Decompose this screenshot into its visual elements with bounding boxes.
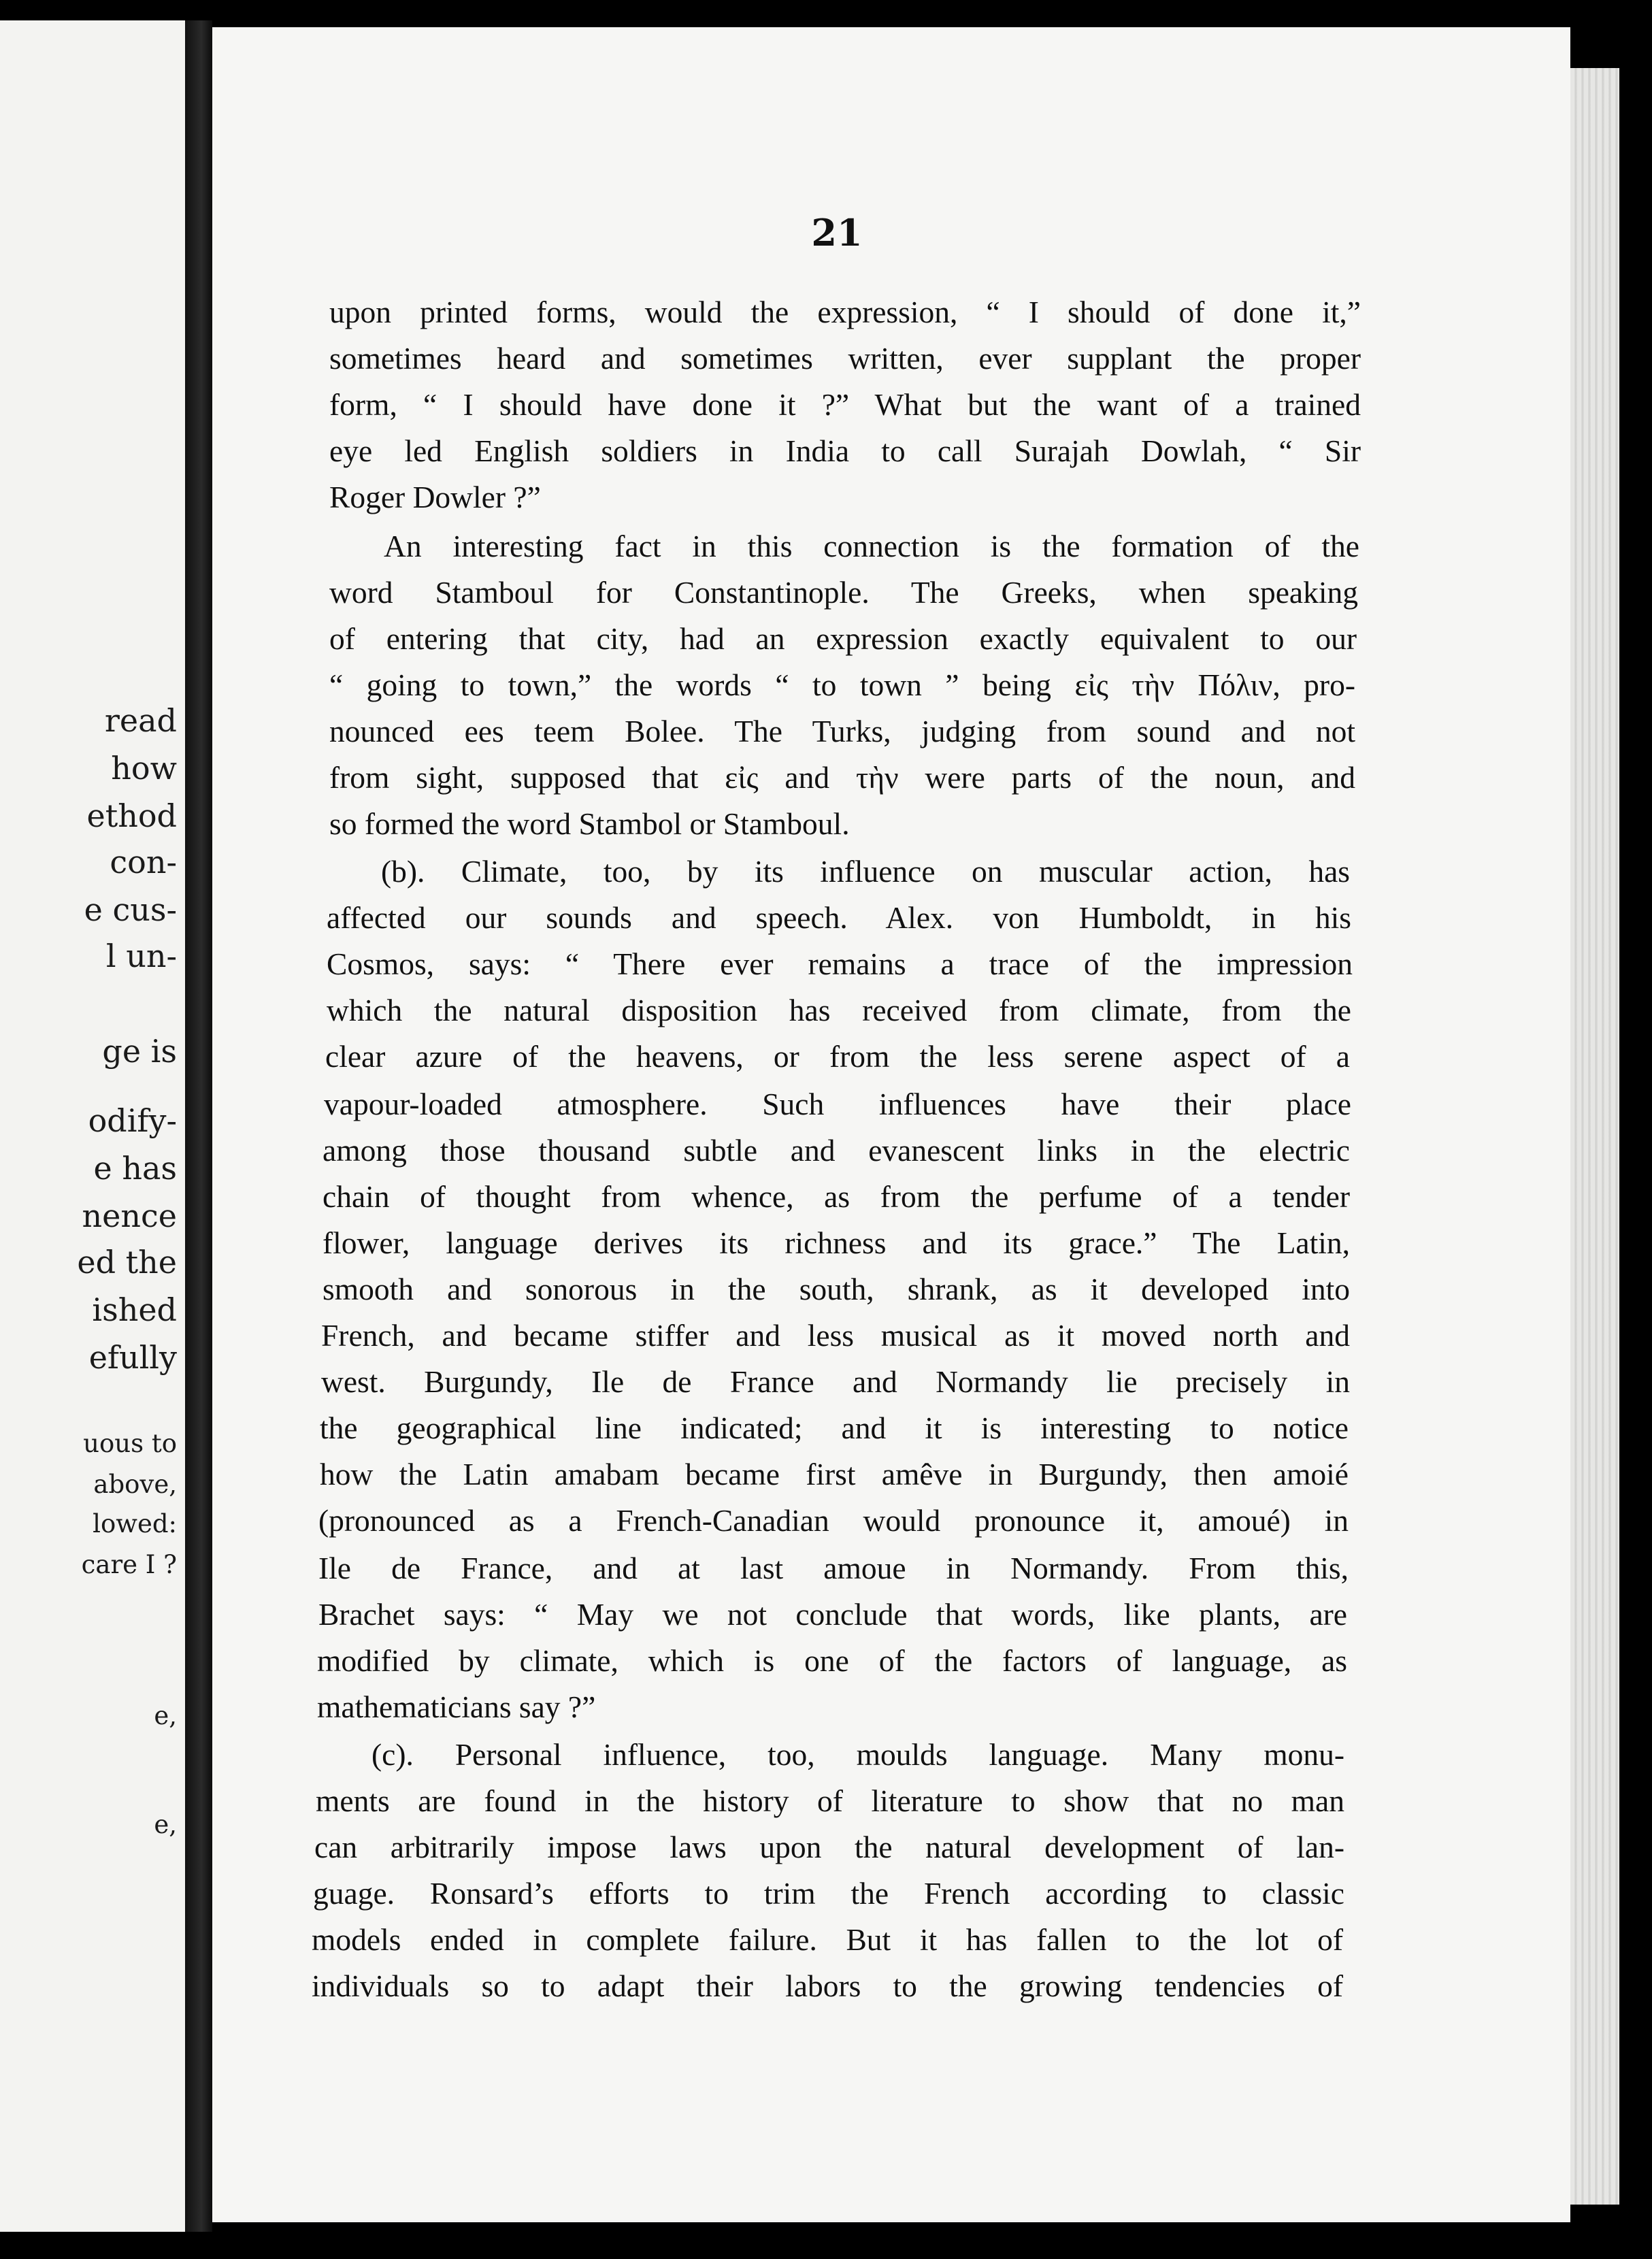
- facing-page: [0, 20, 185, 2232]
- text-line: form, “ I should have done it ?” What but the want of a trained: [329, 387, 1361, 422]
- text-line: Cosmos, says: “ There ever remains a trace of the impression: [327, 946, 1353, 981]
- text-line: clear azure of the heavens, or from the less serene aspect of a: [325, 1039, 1350, 1074]
- text-line: eye led English soldiers in India to call Surajah Dowlah, “ Sir: [329, 433, 1361, 468]
- text-line: mathematicians say ?”: [317, 1689, 596, 1724]
- text-line: how the Latin amabam became first amêve in Burgundy, then amoié: [320, 1457, 1349, 1491]
- text-line: chain of thought from whence, as from the perfume of a tender: [323, 1179, 1350, 1214]
- text-line: upon printed forms, would the expression, “ I should of done it,”: [329, 295, 1361, 329]
- text-line: (pronounced as a French-Canadian would pronounce it, amoué) in: [318, 1503, 1349, 1538]
- text-line: word Stamboul for Constantinople. The Greeks, when speaking: [329, 575, 1358, 610]
- text-line: nounced ees teem Bolee. The Turks, judging from sound and not: [329, 714, 1355, 748]
- text-line: ments are found in the history of literature to show that no man: [316, 1783, 1344, 1818]
- page-number: 21: [811, 211, 863, 254]
- text-line: from sight, supposed that εἰς and τὴν were parts of the noun, and: [329, 760, 1355, 795]
- book-gutter: [185, 20, 212, 2232]
- facing-page-fragment: uous to: [83, 1429, 177, 1458]
- facing-page-fragment: ethod: [86, 797, 177, 834]
- facing-page-fragment: e,: [154, 1810, 177, 1839]
- facing-page-fragment: efully: [88, 1339, 177, 1376]
- text-line: of entering that city, had an expression exactly equivalent to our: [329, 621, 1357, 656]
- page-edges: [1570, 68, 1619, 2205]
- text-line: Ile de France, and at last amoue in Normandy. From this,: [318, 1551, 1349, 1585]
- facing-page-fragment: above,: [93, 1470, 177, 1499]
- text-line: individuals so to adapt their labors to the growing tendencies of: [312, 1968, 1343, 2003]
- facing-page-fragment: lowed:: [93, 1509, 177, 1538]
- facing-page-fragment: ge is: [102, 1033, 177, 1070]
- text-line: sometimes heard and sometimes written, ever supplant the proper: [329, 341, 1361, 376]
- facing-page-fragment: odify-: [88, 1102, 177, 1139]
- text-line: flower, language derives its richness and its grace.” The Latin,: [323, 1225, 1350, 1260]
- facing-page-fragment: e has: [93, 1150, 177, 1187]
- text-line: modified by climate, which is one of the factors of language, as: [317, 1643, 1347, 1678]
- facing-page-fragment: read: [104, 702, 177, 739]
- text-line: so formed the word Stambol or Stamboul.: [329, 806, 850, 841]
- facing-page-fragment: con-: [110, 844, 177, 880]
- text-line: the geographical line indicated; and it is interesting to notice: [320, 1411, 1349, 1445]
- text-line: can arbitrarily impose laws upon the natural development of lan-: [314, 1830, 1344, 1864]
- text-line: which the natural disposition has received from climate, from the: [327, 993, 1351, 1027]
- text-line: models ended in complete failure. But it has fallen to the lot of: [312, 1922, 1343, 1957]
- text-line: among those thousand subtle and evanescent links in the electric: [323, 1133, 1350, 1168]
- text-line: smooth and sonorous in the south, shrank, as it developed into: [323, 1272, 1350, 1306]
- text-line: affected our sounds and speech. Alex. von Humboldt, in his: [327, 900, 1351, 935]
- facing-page-fragment: e cus-: [84, 891, 177, 928]
- text-line: (c). Personal influence, too, moulds language. Many monu-: [371, 1737, 1344, 1772]
- text-line: French, and became stiffer and less musical as it moved north and: [321, 1318, 1350, 1353]
- text-line: An interesting fact in this connection is the formation of the: [384, 529, 1359, 563]
- facing-page-fragment: ished: [92, 1291, 177, 1328]
- text-line: “ going to town,” the words “ to town ” being εἰς τὴν Πόλιν, pro-: [329, 667, 1355, 702]
- facing-page-fragment: ed the: [77, 1244, 177, 1281]
- text-line: Brachet says: “ May we not conclude that words, like plants, are: [318, 1597, 1347, 1632]
- text-line: west. Burgundy, Ile de France and Normandy lie precisely in: [321, 1364, 1350, 1399]
- text-line: Roger Dowler ?”: [329, 480, 541, 514]
- text-line: guage. Ronsard’s efforts to trim the French according to classic: [313, 1876, 1344, 1911]
- text-line: vapour-loaded atmosphere. Such influences have their place: [324, 1087, 1351, 1121]
- facing-page-fragment: nence: [82, 1198, 177, 1234]
- text-line: (b). Climate, too, by its influence on muscular action, has: [381, 854, 1350, 889]
- facing-page-fragment: e,: [154, 1701, 177, 1730]
- facing-page-fragment: care I ?: [81, 1550, 177, 1579]
- facing-page-fragment: how: [111, 750, 177, 787]
- facing-page-fragment: l un-: [105, 938, 177, 974]
